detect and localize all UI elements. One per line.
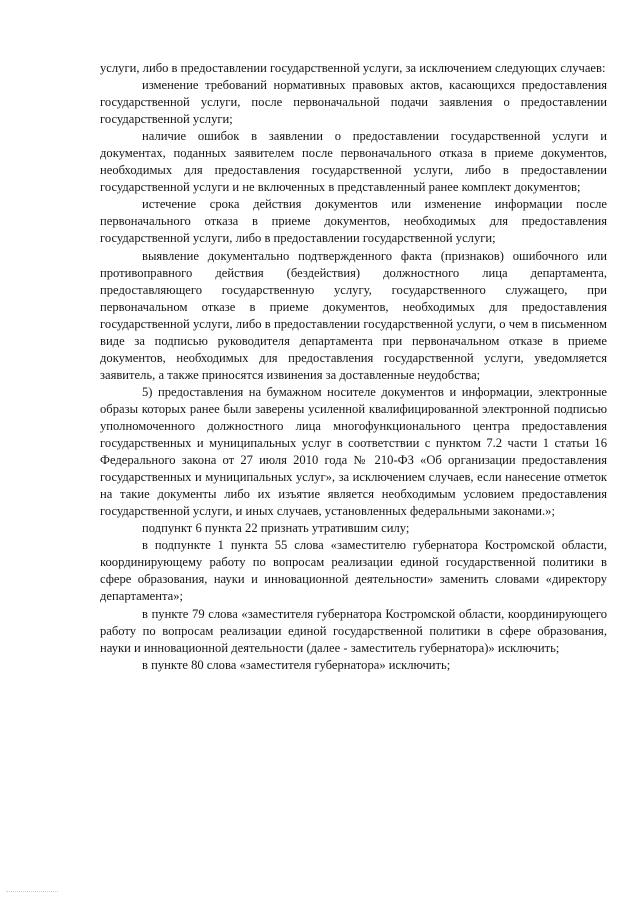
paragraph-point-55: в подпункте 1 пункта 55 слова «заместителю губернатора Костромской области, координирующему работу по вопросам реализации единой государственной политики в сфере образования, науки и инновационной деятельности» заменить словами «директору департамента»; xyxy=(100,538,607,604)
paragraph-item-5: 5) предоставления на бумажном носителе документов и информации, электронные образы которых ранее были заверены усиленной квалифицированной электронной подписью уполномоченного должностного лица многофункционального центра предоставления государственных и муниципальных услуг в соответствии с пунктом 7.2 части 1 статьи 16 Федерального закона от 27 июля 2010 года № 210-ФЗ «Об организации предоставления государственных и муниципальных услуг», за исключением случаев, если нанесение отметок на такие документы либо их изъятие является необходимым условием предоставления государственной услуги, и иных случаев, установленных федеральными законами.»; xyxy=(100,384,607,519)
paragraph-official-error: выявление документально подтвержденного факта (признаков) ошибочного или противоправного действия (бездействия) должностного лица департамента, предоставляющего государственную услугу, государственного служащего, при первоначальном отказе в приеме документов, необходимых для предоставления государственной услуги, либо в предоставлении государственной услуги, о чем в письменном виде за подписью руководителя департамента при первоначальном отказе в приеме документов, необходимых для предоставления государственной услуги, уведомляется заявитель, а также приносятся извинения за доставленные неудобства; xyxy=(100,248,607,382)
paragraph-continuation: услуги, либо в предоставлении государственной услуги, за исключением следующих случаев: xyxy=(100,61,606,75)
document-body xyxy=(100,60,607,674)
paragraph-point-80: в пункте 80 слова «заместителя губернатора» исключить; xyxy=(142,657,451,672)
scan-edge-mark xyxy=(6,891,58,898)
paragraph-document-expiry: истечение срока действия документов или изменение информации после первоначального отказа в приеме документов, необходимых для предоставления государственной услуги, либо в предоставлении государственной услуги; xyxy=(100,197,607,246)
paragraph-errors-in-application: наличие ошибок в заявлении о предоставлении государственной услуги и документах, поданных заявителем после первоначального отказа в приеме документов, необходимых для предоставления государственной услуги, либо в предоставлении государственной услуги и не включенных в представленный ранее комплект документов; xyxy=(100,129,607,195)
paragraph-requirements-change: изменение требований нормативных правовых актов, касающихся предоставления государственной услуги, после первоначальной подачи заявления о предоставлении государственной услуги; xyxy=(100,78,607,127)
paragraph-point-79: в пункте 79 слова «заместителя губернатора Костромской области, координирующего работу по вопросам реализации единой государственной политики в сфере образования, науки и инновационной деятельности (далее - заместитель губернатора)» исключить; xyxy=(100,606,607,655)
paragraph-subitem-6-void: подпункт 6 пункта 22 признать утратившим силу; xyxy=(142,521,410,536)
